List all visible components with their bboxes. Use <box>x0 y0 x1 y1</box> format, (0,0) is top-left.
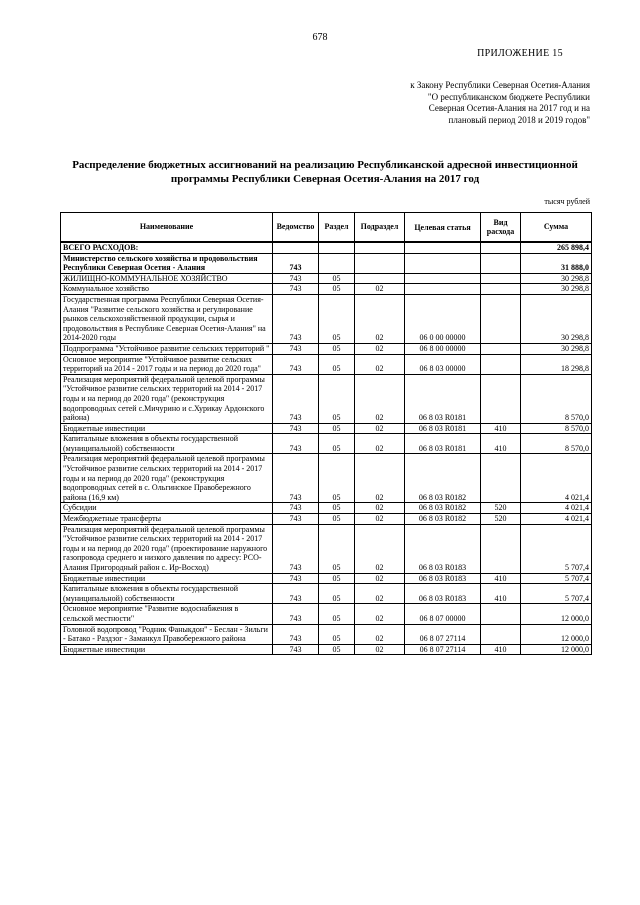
cell-name: Министерство сельского хозяйства и продовольствия Республики Северная Осетия - Алания <box>61 253 273 273</box>
cell-vr: 520 <box>481 514 521 525</box>
table-row <box>61 434 592 454</box>
cell-sum: 265 898,4 <box>521 242 592 253</box>
budget-table <box>60 212 592 655</box>
cell-ved: 743 <box>273 514 319 525</box>
cell-razdel: 05 <box>319 584 355 604</box>
table-row <box>61 343 592 354</box>
table-row <box>61 454 592 503</box>
cell-sum: 8 570,0 <box>521 374 592 423</box>
cell-name: Государственная программа Республики Северная Осетия-Алания "Развитие сельского хозяйства и регулирование рынков сельскохозяйственной продукции, сырья и продовольствия в Республике Северная Осетия-Алания" на 2014-2020 годы <box>61 294 273 343</box>
cell-sum: 4 021,4 <box>521 514 592 525</box>
header-department: Ведомство <box>273 213 319 243</box>
cell-vr: 410 <box>481 434 521 454</box>
cell-vr <box>481 524 521 573</box>
cell-podrazdel <box>355 242 405 253</box>
table-row <box>61 253 592 273</box>
cell-sum: 4 021,4 <box>521 503 592 514</box>
cell-name: Подпрограмма "Устойчивое развитие сельских территорий " <box>61 343 273 354</box>
cell-sum: 30 298,8 <box>521 294 592 343</box>
cell-podrazdel: 02 <box>355 374 405 423</box>
cell-cs: 06 8 03 R0182 <box>405 454 481 503</box>
cell-podrazdel: 02 <box>355 573 405 584</box>
cell-razdel: 05 <box>319 454 355 503</box>
cell-razdel: 05 <box>319 514 355 525</box>
table-row <box>61 524 592 573</box>
cell-name: Капитальные вложения в объекты государственной (муниципальной) собственности <box>61 584 273 604</box>
cell-sum: 12 000,0 <box>521 624 592 644</box>
cell-ved: 743 <box>273 253 319 273</box>
cell-cs: 06 8 07 00000 <box>405 604 481 624</box>
cell-vr <box>481 354 521 374</box>
cell-ved: 743 <box>273 423 319 434</box>
cell-ved: 743 <box>273 644 319 655</box>
cell-razdel: 05 <box>319 284 355 295</box>
cell-cs: 06 0 00 00000 <box>405 294 481 343</box>
cell-cs: 06 8 07 27114 <box>405 624 481 644</box>
cell-sum: 30 298,8 <box>521 343 592 354</box>
cell-ved: 743 <box>273 273 319 284</box>
cell-podrazdel: 02 <box>355 604 405 624</box>
cell-name: Головной водопровод "Родник Фаныкдон" - Беслан - Зильги - Батако - Раздзог - Заманкул Правобережного района <box>61 624 273 644</box>
cell-ved <box>273 242 319 253</box>
cell-podrazdel: 02 <box>355 354 405 374</box>
cell-razdel: 05 <box>319 434 355 454</box>
cell-vr <box>481 374 521 423</box>
header-subsection: Подраздел <box>355 213 405 243</box>
cell-name: Основное мероприятие "Устойчивое развитие сельских территорий на 2014 - 2017 годы и на период до 2020 года" <box>61 354 273 374</box>
table-row <box>61 423 592 434</box>
cell-name: Реализация мероприятий федеральной целевой программы "Устойчивое развитие сельских территорий на 2014 - 2017 годы и на период до 2020 года" (проектирование наружного газопровода среднего и низкого давления по адресу: РСО-Алания Пригородный район с. Ир-Восход) <box>61 524 273 573</box>
table-row <box>61 644 592 655</box>
cell-vr <box>481 242 521 253</box>
cell-name: Реализация мероприятий федеральной целевой программы "Устойчивое развитие сельских территорий на 2014 - 2017 годы и на период до 2020 года" (реконструкция водопроводных сетей в с. Ольгинское Правобережного района (16,9 км) <box>61 454 273 503</box>
cell-cs: 06 8 03 R0183 <box>405 573 481 584</box>
cell-ved: 743 <box>273 284 319 295</box>
cell-podrazdel: 02 <box>355 624 405 644</box>
document-title: Распределение бюджетных ассигнований на реализацию Республиканской адресной инвестиционной программы Республики Северная Осетия-Алания на 2017 год <box>72 159 578 185</box>
cell-podrazdel: 02 <box>355 514 405 525</box>
cell-razdel: 05 <box>319 423 355 434</box>
cell-name: ВСЕГО РАСХОДОВ: <box>61 242 273 253</box>
cell-name: Бюджетные инвестиции <box>61 644 273 655</box>
cell-cs <box>405 242 481 253</box>
cell-podrazdel: 02 <box>355 343 405 354</box>
cell-vr <box>481 604 521 624</box>
cell-name: Реализация мероприятий федеральной целевой программы "Устойчивое развитие сельских территорий на 2014 - 2017 годы и на период до 2020 года" (реконструкция водопроводных сетей с.Мичурино и с.Хурикау Ардонского района) <box>61 374 273 423</box>
table-row <box>61 273 592 284</box>
cell-sum: 5 707,4 <box>521 584 592 604</box>
table-row <box>61 242 592 253</box>
cell-vr <box>481 273 521 284</box>
cell-vr <box>481 294 521 343</box>
table-row <box>61 584 592 604</box>
cell-razdel <box>319 253 355 273</box>
header-sum: Сумма <box>521 213 592 243</box>
cell-razdel: 05 <box>319 503 355 514</box>
cell-sum: 30 298,8 <box>521 284 592 295</box>
cell-podrazdel: 02 <box>355 434 405 454</box>
table-row <box>61 604 592 624</box>
cell-podrazdel: 02 <box>355 294 405 343</box>
page-number: 678 <box>312 32 328 43</box>
cell-podrazdel: 02 <box>355 454 405 503</box>
cell-sum: 12 000,0 <box>521 644 592 655</box>
cell-cs: 06 8 00 00000 <box>405 343 481 354</box>
cell-podrazdel <box>355 253 405 273</box>
cell-cs: 06 8 07 27114 <box>405 644 481 655</box>
header-name: Наименование <box>61 213 273 243</box>
cell-cs: 06 8 03 R0181 <box>405 374 481 423</box>
cell-cs: 06 8 03 R0182 <box>405 503 481 514</box>
cell-name: Основное мероприятие "Развитие водоснабжения в сельской местности" <box>61 604 273 624</box>
cell-podrazdel: 02 <box>355 284 405 295</box>
cell-vr <box>481 253 521 273</box>
cell-name: ЖИЛИЩНО-КОММУНАЛЬНОЕ ХОЗЯЙСТВО <box>61 273 273 284</box>
cell-cs <box>405 284 481 295</box>
cell-vr: 520 <box>481 503 521 514</box>
table-row <box>61 503 592 514</box>
cell-ved: 743 <box>273 503 319 514</box>
cell-ved: 743 <box>273 624 319 644</box>
cell-name: Капитальные вложения в объекты государственной (муниципальной) собственности <box>61 434 273 454</box>
table-row <box>61 294 592 343</box>
table-row <box>61 573 592 584</box>
cell-razdel: 05 <box>319 624 355 644</box>
cell-razdel: 05 <box>319 644 355 655</box>
table-row <box>61 354 592 374</box>
cell-vr <box>481 284 521 295</box>
cell-razdel: 05 <box>319 604 355 624</box>
cell-razdel <box>319 242 355 253</box>
cell-ved: 743 <box>273 604 319 624</box>
cell-name: Коммунальное хозяйство <box>61 284 273 295</box>
cell-vr <box>481 343 521 354</box>
cell-sum: 8 570,0 <box>521 434 592 454</box>
cell-razdel: 05 <box>319 374 355 423</box>
units-label: тысяч рублей <box>544 197 590 206</box>
cell-vr: 410 <box>481 423 521 434</box>
cell-sum: 31 888,0 <box>521 253 592 273</box>
cell-sum: 18 298,8 <box>521 354 592 374</box>
table-row <box>61 624 592 644</box>
cell-sum: 5 707,4 <box>521 524 592 573</box>
cell-cs: 06 8 03 00000 <box>405 354 481 374</box>
cell-name: Субсидии <box>61 503 273 514</box>
table-row <box>61 374 592 423</box>
table-header-row <box>61 213 592 243</box>
cell-vr: 410 <box>481 584 521 604</box>
cell-cs: 06 8 03 R0183 <box>405 584 481 604</box>
cell-podrazdel: 02 <box>355 503 405 514</box>
cell-ved: 743 <box>273 343 319 354</box>
table-row <box>61 284 592 295</box>
cell-podrazdel <box>355 273 405 284</box>
cell-name: Межбюджетные трансферты <box>61 514 273 525</box>
cell-vr <box>481 454 521 503</box>
cell-podrazdel: 02 <box>355 524 405 573</box>
cell-ved: 743 <box>273 294 319 343</box>
cell-vr: 410 <box>481 573 521 584</box>
appendix-label: ПРИЛОЖЕНИЕ 15 <box>477 48 563 59</box>
cell-razdel: 05 <box>319 573 355 584</box>
cell-vr: 410 <box>481 644 521 655</box>
cell-razdel: 05 <box>319 354 355 374</box>
cell-ved: 743 <box>273 354 319 374</box>
cell-ved: 743 <box>273 573 319 584</box>
cell-ved: 743 <box>273 584 319 604</box>
cell-name: Бюджетные инвестиции <box>61 573 273 584</box>
cell-razdel: 05 <box>319 524 355 573</box>
cell-razdel: 05 <box>319 294 355 343</box>
header-section: Раздел <box>319 213 355 243</box>
cell-cs: 06 8 03 R0183 <box>405 524 481 573</box>
cell-sum: 8 570,0 <box>521 423 592 434</box>
cell-ved: 743 <box>273 374 319 423</box>
cell-cs: 06 8 03 R0182 <box>405 514 481 525</box>
cell-cs <box>405 273 481 284</box>
cell-cs: 06 8 03 R0181 <box>405 434 481 454</box>
cell-ved: 743 <box>273 454 319 503</box>
cell-sum: 12 000,0 <box>521 604 592 624</box>
cell-razdel: 05 <box>319 273 355 284</box>
cell-razdel: 05 <box>319 343 355 354</box>
cell-cs: 06 8 03 R0181 <box>405 423 481 434</box>
cell-name: Бюджетные инвестиции <box>61 423 273 434</box>
cell-podrazdel: 02 <box>355 584 405 604</box>
cell-podrazdel: 02 <box>355 423 405 434</box>
cell-sum: 30 298,8 <box>521 273 592 284</box>
cell-vr <box>481 624 521 644</box>
table-row <box>61 514 592 525</box>
cell-ved: 743 <box>273 524 319 573</box>
header-target-article: Целевая статья <box>405 213 481 243</box>
header-expense-type: Вид расхода <box>481 213 521 243</box>
cell-sum: 4 021,4 <box>521 454 592 503</box>
cell-podrazdel: 02 <box>355 644 405 655</box>
cell-sum: 5 707,4 <box>521 573 592 584</box>
cell-cs <box>405 253 481 273</box>
law-reference: к Закону Республики Северная Осетия-Алания "О республиканском бюджете Республики Северная Осетия-Алания на 2017 год и на плановый период 2018 и 2019 годов" <box>410 80 590 125</box>
cell-ved: 743 <box>273 434 319 454</box>
